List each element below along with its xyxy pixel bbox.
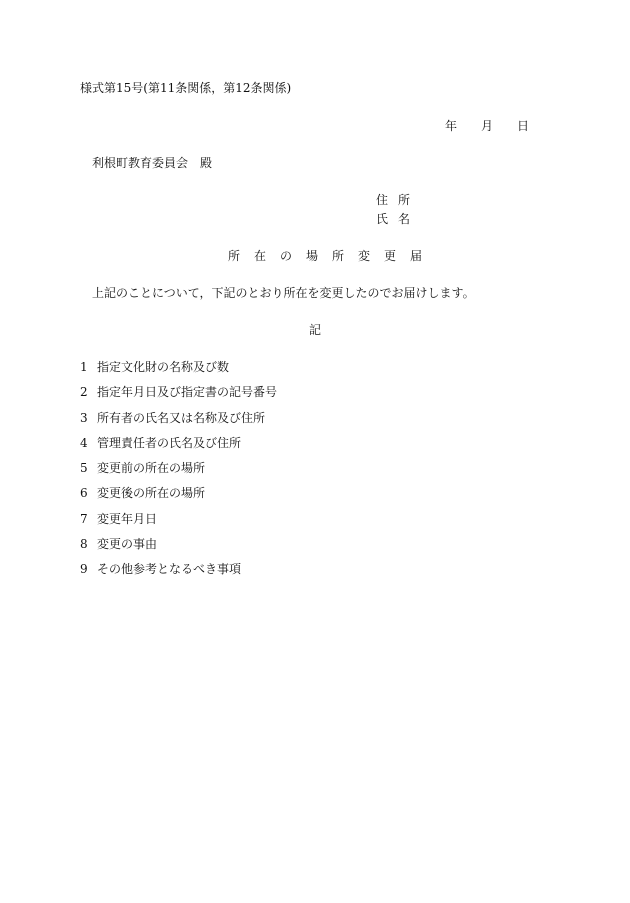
list-item [80, 436, 277, 461]
item-number: 9 [80, 562, 88, 577]
item-number: 6 [80, 486, 88, 501]
list-item [80, 385, 277, 410]
ki-heading: 記 [309, 323, 322, 337]
list-item [80, 411, 277, 436]
document-title: 所在の場所変更届 [228, 249, 437, 263]
item-number: 8 [80, 537, 88, 552]
item-number: 3 [80, 410, 88, 425]
item-number: 2 [80, 385, 88, 400]
item-label: 変更年月日 [97, 511, 158, 526]
item-number: 4 [80, 435, 88, 450]
item-label: 変更前の所在の場所 [97, 461, 206, 476]
item-label: 指定年月日及び指定書の記号番号 [97, 385, 278, 400]
item-label: 指定文化財の名称及び数 [97, 360, 230, 374]
year-label: 年 [445, 119, 458, 133]
item-number: 5 [80, 461, 88, 476]
body-text: 上記のことについて，下記のとおり所在を変更したのでお届けします。 [92, 286, 475, 300]
item-label: その他参考となるべき事項 [97, 562, 242, 577]
month-label: 月 [481, 119, 494, 133]
list-item [80, 512, 277, 537]
item-label: 変更の事由 [97, 537, 158, 552]
date-line [445, 119, 529, 133]
list-item [80, 486, 277, 511]
item-number: 1 [80, 360, 88, 374]
applicant-address-label: 住所 [376, 193, 421, 207]
list-item [80, 360, 277, 385]
form-number: 様式第15号(第11条関係，第12条関係) [80, 81, 292, 95]
addressee: 利根町教育委員会 殿 [92, 156, 213, 170]
item-label: 管理責任者の氏名及び住所 [97, 435, 242, 450]
item-list [80, 360, 277, 588]
list-item [80, 537, 277, 562]
item-number: 7 [80, 511, 88, 526]
item-label: 変更後の所在の場所 [97, 486, 206, 501]
list-item [80, 562, 277, 587]
applicant-name-label: 氏名 [376, 212, 421, 226]
day-label: 日 [517, 119, 530, 133]
item-label: 所有者の氏名又は名称及び住所 [97, 410, 266, 425]
list-item [80, 461, 277, 486]
